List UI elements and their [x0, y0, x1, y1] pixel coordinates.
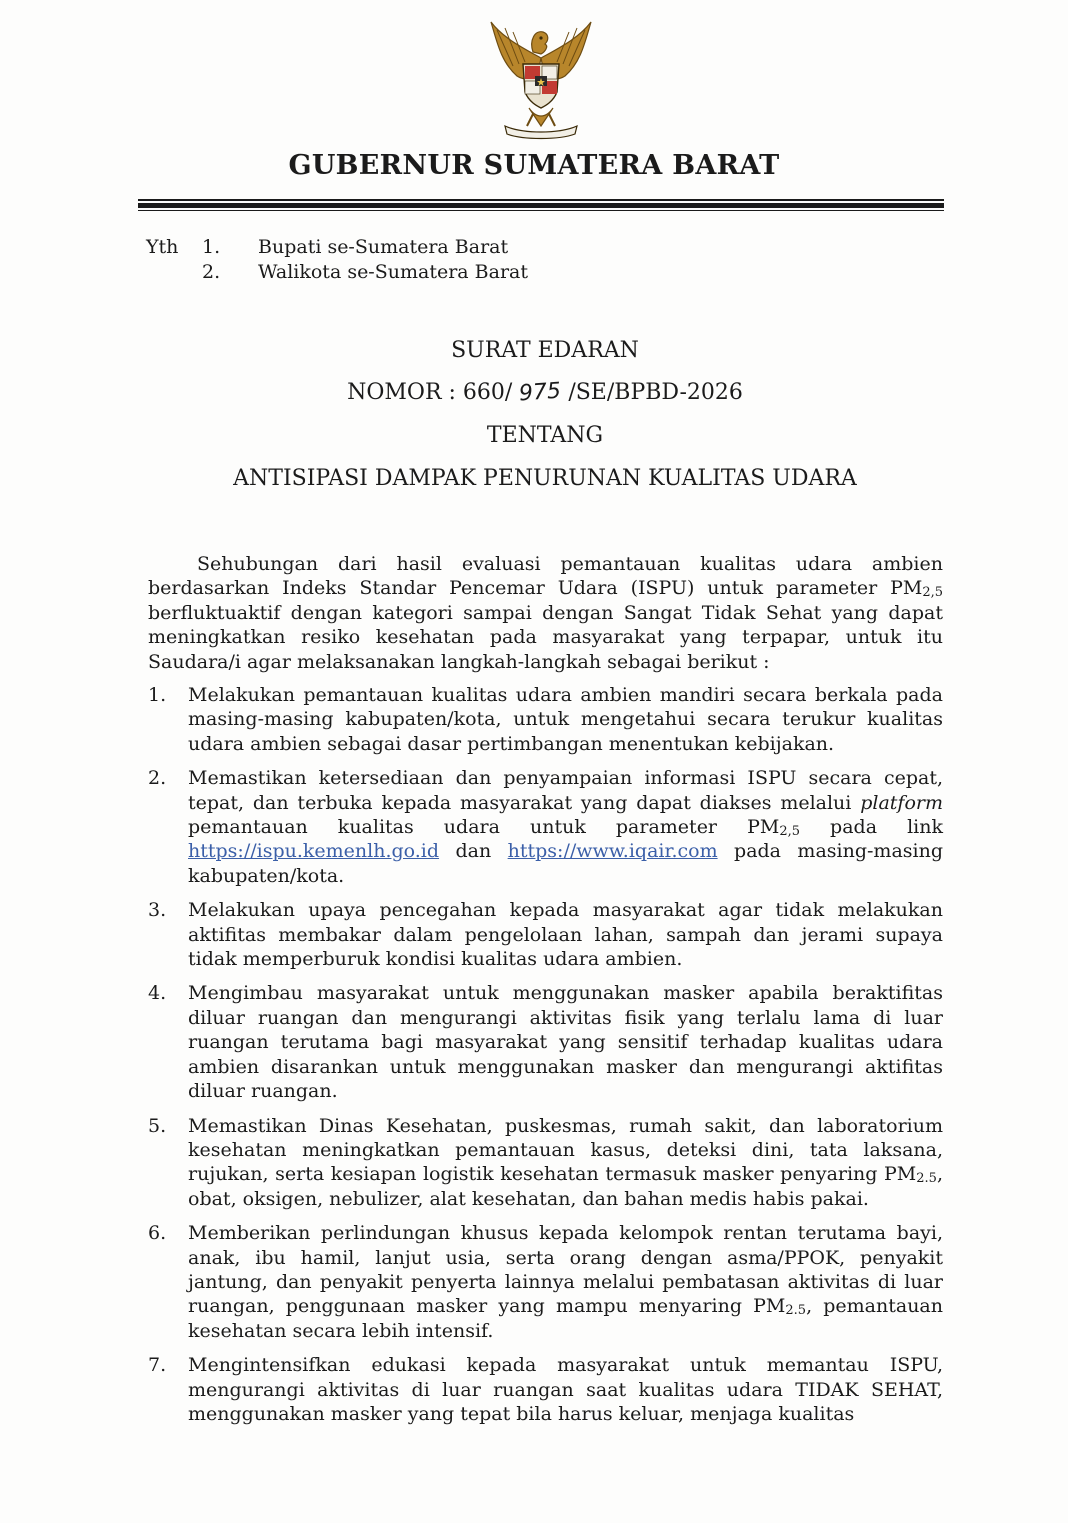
instruction-list [148, 683, 943, 1436]
addressee-number: 2. [202, 261, 221, 283]
letterhead-rule-thick [138, 203, 944, 208]
list-item [148, 766, 943, 888]
addressee-text: Walikota se-Sumatera Barat [258, 261, 528, 283]
addressee-row [146, 260, 528, 285]
list-item-number: 1. [148, 684, 167, 706]
handwritten-number: 975 [518, 378, 563, 407]
addressee-label: Yth [146, 236, 179, 258]
document-subject-label: TENTANG [486, 423, 604, 448]
list-item-text: Memastikan Dinas Kesehatan, puskesmas, rumah sakit, dan laboratorium kesehatan meningkatkan pemantauan kasus, deteksi dini, tata laksana, rujukan, serta kesiapan logistik kesehatan termasuk masker penyaring $PM_{2.5}$, obat, oksigen, nebulizer, alat kesehatan, dan bahan medis habis pakai. [188, 1114, 943, 1210]
list-item-number: 7. [148, 1354, 167, 1377]
list-item [148, 683, 943, 756]
addressee-text: Bupati se-Sumatera Barat [258, 236, 509, 258]
list-item-text: Memberikan perlindungan khusus kepada kelompok rentan terutama bayi, anak, ibu hamil, lanjut usia, serta orang dengan asma/PPOK, penyakit jantung, dan penyakit penyerta lainnya melalui pembatasan aktivitas di luar ruangan, penggunaan masker yang mampu menyaring $PM_{2.5}$, pemantauan kesehatan secara lebih intensif. [188, 1222, 943, 1342]
list-item [148, 1114, 943, 1212]
list-item-number: 6. [148, 1222, 167, 1245]
list-item-text: Mengintensifkan edukasi kepada masyarakat untuk memantau ISPU, mengurangi aktivitas di luar ruangan saat kualitas udara TIDAK SEHAT, menggunakan masker yang tepat bila harus keluar, menjaga kualitas [188, 1354, 943, 1425]
list-item-text: Melakukan upaya pencegahan kepada masyarakat agar tidak melakukan aktifitas membakar dalam pengelolaan lahan, sampah dan jerami supaya tidak memperburuk kondisi kualitas udara ambien. [188, 899, 943, 971]
list-item-number: 4. [148, 982, 167, 1005]
list-item-number: 3. [148, 899, 167, 922]
document-type: SURAT EDARAN [451, 338, 639, 363]
addressee-block [146, 235, 528, 285]
list-item-number: 5. [148, 1114, 167, 1137]
list-item [148, 1353, 943, 1426]
intro-paragraph: Sehubungan dari hasil evaluasi pemantauan kualitas udara ambien berdasarkan Indeks Standar Pencemar Udara (ISPU) untuk parameter $PM_{2,5}$ berfluktuaktif dengan kategori sampai dengan Sangat Tidak Sehat yang dapat meningkatkan resiko kesehatan pada masyarakat yang terpapar, untuk itu Saudara/i agar melaksanakan langkah-langkah sebagai berikut : [148, 553, 943, 673]
ispu-link[interactable]: https://ispu.kemenlh.go.id [188, 840, 440, 863]
list-item-text: Mengimbau masyarakat untuk menggunakan masker apabila beraktifitas diluar ruangan dan mengurangi aktivitas fisik yang terlalu lama di luar ruangan terutama bagi masyarakat yang sensitif terhadap kualitas udara ambien disarankan untuk menggunakan masker dan mengurangi aktifitas diluar ruangan. [188, 982, 943, 1103]
document-number: NOMOR : 660/ 975 /SE/BPBD-2026 [347, 378, 743, 407]
letterhead-title: GUBERNUR SUMATERA BARAT [288, 150, 780, 181]
list-item [148, 1221, 943, 1343]
letterhead-rule-top [138, 199, 944, 201]
addressee-number: 1. [202, 236, 221, 258]
list-item-number: 2. [148, 767, 167, 790]
list-item-text: Melakukan pemantauan kualitas udara ambien mandiri secara berkala pada masing-masing kabupaten/kota, untuk mengetahui secara terukur kualitas udara ambien sebagai dasar pertimbangan menentukan kebijakan. [188, 684, 943, 755]
addressee-row [146, 235, 528, 260]
iqair-link[interactable]: https://www.iqair.com [507, 840, 718, 863]
document-subject: ANTISIPASI DAMPAK PENURUNAN KUALITAS UDARA [233, 466, 857, 491]
list-item-text: Memastikan ketersediaan dan penyampaian informasi ISPU secara cepat, tepat, dan terbuka kepada masyarakat yang dapat diakses melalui platform pemantauan kualitas udara untuk parameter $PM_{2,5}$ pada link https://ispu.kemenlh.go.id dan https://www.iqair.com pada masing-masing kabupaten/kota. [188, 767, 943, 887]
garuda-emblem-icon [483, 18, 599, 140]
list-item [148, 898, 943, 971]
letterhead-rule-bottom [138, 210, 944, 211]
list-item [148, 981, 943, 1103]
